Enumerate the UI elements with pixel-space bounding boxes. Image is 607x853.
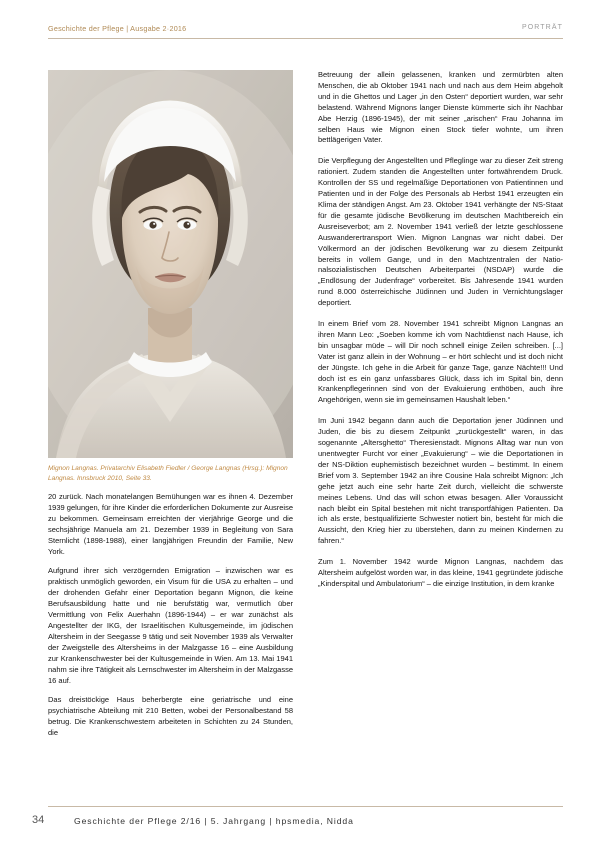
left-column (48, 70, 293, 748)
footer-imprint: Geschichte der Pflege 2/16 | 5. Jahrgang | hpsmedia, Nidda (74, 816, 354, 826)
left-paragraph-3: Das dreistöckige Haus beherbergte eine geriatrische und eine psychiatrische Abteilung mit 210 Betten, wobei der Personalbestand 58 betrug. Die Krankenschwestern arbeiteten in Schichten zu 24 Stunden, die (48, 695, 293, 738)
right-column (318, 70, 563, 600)
right-paragraph-2: Die Verpflegung der Angestellten und Pfleglinge war zu dieser Zeit streng rationiert. Zudem standen die Angestellten unter fortwährendem Druck. Kontrollen der SS und regelmäßige Deportationen von Patientinnen und Patienten und in der Folge des Personals ab Herbst 1941 erzeugten ein Klima der ständigen Angst. Am 23. Oktober 1941 verhängte der NS-Staat für die gesamte jüdische Bevölkerung im deutschen Machtbereich ein Ausreiseverbot; am 2. November 1941 verließ der letzte geschlossene Auswanderertransport Wien. Mignon Langnas war nicht dabei. Der Völkermord an der jüdischen Bevölkerung war zu diesem Zeitpunkt bereits in vollem Gange, und in den Machtzentralen der Nationalsozialistischen Deutschen Arbeiterpartei (NSDAP) wurde die „Endlösung der Judenfrage“ vorbereitet. Bis Jahresende 1941 wurden rund 8.000 österreichische Jüdinnen und Juden in Vernichtungslager deportiert. (318, 156, 563, 308)
right-paragraph-3: In einem Brief vom 28. November 1941 schreibt Mignon Langnas an ihren Mann Leo: „Soeben komme ich vom Nachtdienst nach Hause, ich bin unsagbar müde – will Dir noch schnell einige Zeilen schreiben. [...] Vater ist ganz allein in der Wohnung – er hört schlecht und ist doch nicht der Jüngste. Ich gehe in die Arbeit für ganze Tage, ganze Nächte!!! Und doch ist es ein ganz unfassbares Glück, dass ich im Spital bin, denn Krankenpflegerinnen sind von der Evakuierung enthöben, auch ihre Angehörigen, wenn sie im gemeinsamen Haushalt leben.“ (318, 319, 563, 405)
right-paragraph-1: Betreuung der allein gelassenen, kranken und zermürbten alten Menschen, die ab Oktober 1941 nach und nach aus dem Heim abgeholt und in die Ghettos und Lager „in den Osten“ deportiert wurden, war sehr belastend. Während Mignons langer Dienste kümmerte sich ihr Nachbar Abe Herzig (1896-1945), der mit seiner „arischen“ Frau Johanna im selben Haus wie Mignon einen Stock tiefer wohnte, um ihren bettlägerigen Vater. (318, 70, 563, 145)
header-section-label: PORTRÄT (521, 24, 563, 31)
header-divider (48, 38, 563, 39)
portrait-photo-image (48, 70, 293, 458)
left-paragraph-2: Aufgrund ihrer sich verzögernden Emigration – inzwischen war es praktisch unmöglich geworden, ein Visum für die USA zu erhalten – und der drohenden Gefahr einer Deportation begann Mignon, die keine Berufsausbildung hatte und nie berufstätig war, vermutlich über Vermittlung von Felix Auerhahn (1896-1944) – er war zunächst als Angestellter der IKG, der Israelitischen Kultusgemeinde, im jüdischen Altersheim in der Seegasse 9 tätig und seit November 1939 als Verwalter der Zweigstelle des Altersheims in der Malzgasse 16 – eine Ausbildung zur Krankenschwester bei der Kultusgemeinde in Wien. Am 13. Mai 1941 nahm sie ihre Tätigkeit als Lernschwester im Altersheim in der Malzgasse 16 auf. (48, 566, 293, 685)
left-paragraph-1: 20 zurück. Nach monatelangen Bemühungen war es ihnen 4. Dezember 1939 gelungen, für ihre Kinder die erforderlichen Dokumente zur Ausreise zu bekommen. Gemeinsam erreichten der vierjährige George und die sechsjährige Manuela am 21. Dezember 1939 in Begleitung von Sara Sternlicht (1898-1988), einer langjährigen Freundin der Familie, New York. (48, 492, 293, 556)
right-paragraph-5: Zum 1. November 1942 wurde Mignon Langnas, nachdem das Altersheim aufgelöst worden war, in das kleine, 1941 gegründete jüdische „Kinderspital und Ambulatorium“ – die einzige Institution, in dem kranke (318, 557, 563, 588)
footer-divider (48, 806, 563, 807)
portrait-photo (48, 70, 293, 458)
right-paragraph-4: Im Juni 1942 begann dann auch die Deportation jener Jüdinnen und Juden, die bis zu diesem Zeitpunkt „zurückgestellt“ waren, in das sogenannte „Altersghetto“ Theresienstadt. Mignons Alltag war nun von unentwegter Furcht vor einer „Evakuierung“ – wie die Deportationen in der NS-Diktion euphemistisch bezeichnet wurden – bestimmt. In einem Brief vom 3. September 1942 an ihre Cousine Hala schreibt Mignon: „Ich gehe jetzt auch eine sehr harte Zeit durch, vielleicht die schwerste meines Lebens. Und das will schon etwas besagen. Aller Voraussicht nach bleibt ein Spital bestehen mit nicht transportfähigen Patienten. Da ich als erste, bestqualifizierte Schwester notiert bin, besteht für mich die Aussicht, den Krieg hier zu überstehen, dann zu meinen Kindernen zu fahren.“ (318, 416, 563, 546)
photo-caption: Mignon Langnas. Privatarchiv Elisabeth Fiedler / George Langnas (Hrsg.): Mignon Langnas. Innsbruck 2010, Seite 33. (48, 465, 288, 482)
header-journal-title: Geschichte der Pflege | Ausgabe 2·2016 (48, 24, 187, 33)
page-footer (32, 806, 563, 830)
page-header (48, 24, 563, 40)
page-number: 34 (32, 814, 45, 826)
